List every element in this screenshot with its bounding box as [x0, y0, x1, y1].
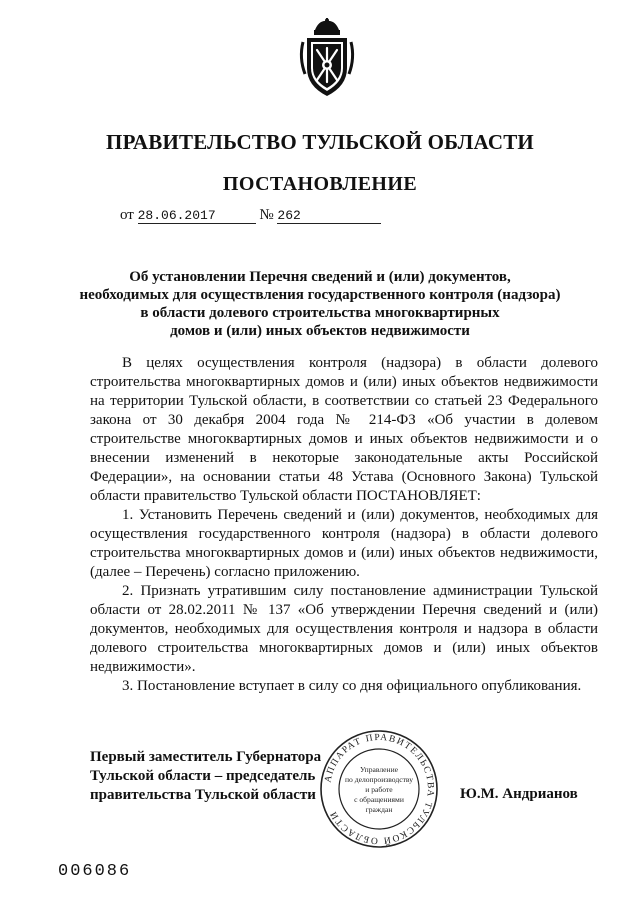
organization-title: ПРАВИТЕЛЬСТВО ТУЛЬСКОЙ ОБЛАСТИ [106, 130, 534, 154]
signatory-position [90, 748, 321, 805]
stamp-line: Управление [359, 765, 399, 774]
position-line: Тульской области – председатель [90, 768, 316, 784]
position-line: Первый заместитель Губернатора [90, 749, 322, 765]
clause-1: 1. Установить Перечень сведений и (или) документов, необходимых для осуществления государственного контроля (надзора) в области долевого строительства многоквартирных домов и (или) иных объектов недвижимости, (далее – Перечень) согласно приложению. [90, 507, 598, 580]
number-prefix: № [259, 207, 274, 223]
document-type: ПОСТАНОВЛЕНИЕ [222, 173, 418, 195]
document-date: 28.06.2017 [138, 208, 256, 224]
signatory-name: Ю.М. Андрианов [460, 786, 578, 802]
tula-coat-of-arms-icon [295, 18, 359, 100]
stamp-line: по делопроизводству [344, 775, 414, 784]
clause-2: 2. Признать утратившим силу постановление администрации Тульской области от 28.02.2011 № 137 «Об утверждении Перечня сведений и (или) документов, необходимых для осуществления контроля и надзора в области долевого строительства многоквартирных домов и (или) иных объектов недвижимости». [90, 583, 598, 675]
preamble-paragraph: В целях осуществления контроля (надзора) в области долевого строительства многоквартирных домов и (или) иных объектов недвижимости на территории Тульской области, в соответствии со статьей 23 Федерального закона от 30 декабря 2004 года № 214-ФЗ «Об участии в долевом строительстве многоквартирных домов и иных объектов недвижимости и о внесении изменений в некоторые законодательные акты Российской Федерации», на основании статьи 48 Устава (Основного Закона) Тульской области правительство Тульской области ПОСТАНОВЛЯЕТ: [90, 355, 598, 504]
subject-line: необходимых для осуществления государственного контроля (надзора) [79, 287, 561, 303]
registration-number: 006086 [58, 862, 132, 881]
document-subject [60, 268, 580, 340]
stamp-line: и работе [365, 785, 393, 794]
official-stamp [318, 728, 440, 850]
clause-3: 3. Постановление вступает в силу со дня официального опубликования. [122, 678, 582, 694]
position-line: правительства Тульской области [90, 787, 316, 803]
subject-line: в области долевого строительства многоквартирных [140, 305, 500, 321]
subject-line: Об установлении Перечня сведений и (или) документов, [129, 269, 511, 285]
document-number: 262 [277, 208, 381, 224]
stamp-line: граждан [365, 805, 393, 814]
dateline [120, 207, 381, 224]
subject-line: домов и (или) иных объектов недвижимости [170, 323, 470, 339]
stamp-ring-text: АППАРАТ ПРАВИТЕЛЬСТВА ТУЛЬСКОЙ ОБЛАСТИ [323, 732, 436, 846]
stamp-line: с обращениями [354, 795, 404, 804]
date-prefix: от [120, 207, 134, 223]
document-body [90, 354, 598, 696]
